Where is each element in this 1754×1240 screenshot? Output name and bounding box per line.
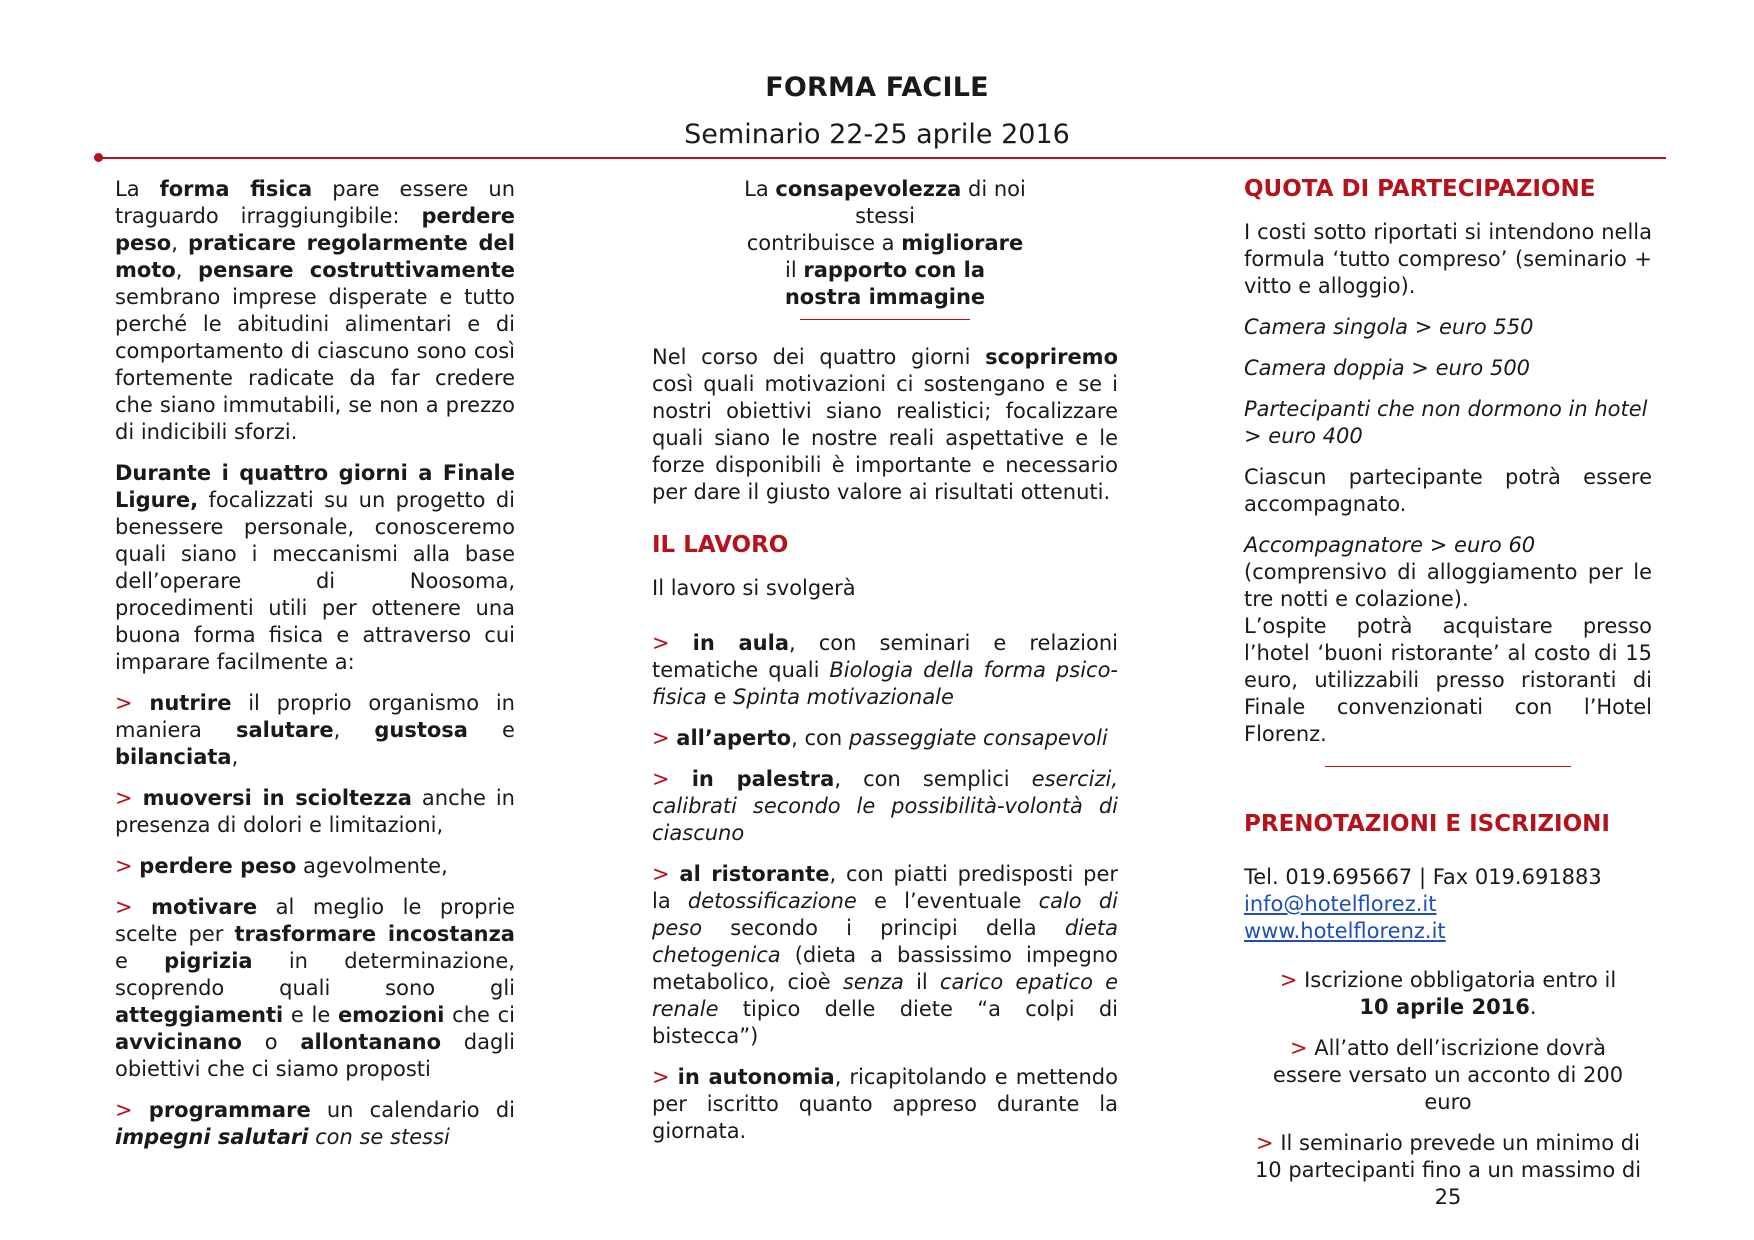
arrow-icon: > xyxy=(1290,1036,1308,1060)
arrow-icon: > xyxy=(652,726,670,750)
voucher-info: L’ospite potrà acquistare presso l’hotel ‘buoni ristorante’ al costo di 15 euro, utilizzabili presso ristoranti di Finale convenzionati con l’Hotel Florenz. xyxy=(1244,614,1652,746)
note-deposit: > All’atto dell’iscrizione dovrà essere versato un acconto di 200 euro xyxy=(1272,1036,1624,1114)
arrow-icon: > xyxy=(1256,1131,1274,1155)
arrow-icon: > xyxy=(115,786,133,810)
price-no-stay: Partecipanti che non dormono in hotel > euro 400 xyxy=(1244,397,1648,448)
work-heading: IL LAVORO xyxy=(652,532,789,558)
arrow-icon: > xyxy=(115,1098,133,1122)
arrow-icon: > xyxy=(652,631,670,655)
goal-item-nutrire: > nutrire il proprio organismo in maniera salutare, gustosa e bilanciata, xyxy=(115,691,515,769)
header-divider xyxy=(98,157,1666,159)
companion-note: Ciascun partecipante potrà essere accompagnato. xyxy=(1244,465,1652,516)
booking-heading: PRENOTAZIONI E ISCRIZIONI xyxy=(1244,811,1610,837)
arrow-icon: > xyxy=(115,895,133,919)
fee-heading: QUOTA DI PARTECIPAZIONE xyxy=(1244,176,1596,202)
website-link[interactable]: www.hotelflorenz.it xyxy=(1244,919,1446,943)
document-subtitle: Seminario 22-25 aprile 2016 xyxy=(684,119,1070,150)
phone-fax: Tel. 019.695667 | Fax 019.691883 xyxy=(1244,865,1602,889)
companion-block xyxy=(1244,532,1652,748)
note-deadline: > Iscrizione obbligatoria entro il 10 aprile 2016. xyxy=(1279,968,1617,1019)
work-item-palestra: > in palestra, con semplici esercizi, calibrati secondo le possibilità-volontà di ciascuno xyxy=(652,767,1118,845)
arrow-icon: > xyxy=(652,862,670,886)
price-double: Camera doppia > euro 500 xyxy=(1244,356,1531,380)
discovery-paragraph: Nel corso dei quattro giorni scopriremo così quali motivazioni ci sostengano e se i nostri obiettivi siano realistici; focalizzare quali siano le nostre reali aspettative e le forze disponibili è importante e necessario per dare il giusto valore ai risultati ottenuti. xyxy=(652,345,1118,504)
work-item-ristorante: > al ristorante, con piatti predisposti per la detossificazione e l’eventuale calo di peso secondo i principi della dieta chetogenica (dieta a bassissimo impegno metabolico, cioè senza il carico epatico e renale tipico delle diete “a colpi di bistecca”) xyxy=(652,862,1118,1048)
note-participants: > Il seminario prevede un minimo di 10 partecipanti fino a un massimo di 25 xyxy=(1254,1131,1642,1209)
work-intro: Il lavoro si svolgerà xyxy=(652,576,856,600)
arrow-icon: > xyxy=(115,854,133,878)
column-work xyxy=(652,176,1118,1159)
goal-item-programmare: > programmare un calendario di impegni salutari con se stessi xyxy=(115,1098,515,1149)
column-intro xyxy=(115,176,515,1165)
email-link[interactable]: info@hotelflorez.it xyxy=(1244,892,1437,916)
arrow-icon: > xyxy=(1279,968,1298,992)
arrow-icon: > xyxy=(652,767,670,791)
arrow-icon: > xyxy=(652,1065,670,1089)
companion-desc: (comprensivo di alloggiamento per le tre notti e colazione). xyxy=(1244,560,1652,611)
fee-intro: I costi sotto riportati si intendono nella formula ‘tutto compreso’ (seminario + vitto e alloggio). xyxy=(1244,220,1652,298)
header-divider-dot xyxy=(94,153,103,162)
work-item-aula: > in aula, con seminari e relazioni tematiche quali Biologia della forma psico-fisica e Spinta motivazionale xyxy=(652,631,1118,709)
awareness-quote: La consapevolezza di noi stessi contribuisce a migliorare il rapporto con la nostra immagine xyxy=(744,177,1026,309)
goal-item-muoversi: > muoversi in scioltezza anche in presenza di dolori e limitazioni, xyxy=(115,786,515,837)
goal-item-perdere-peso: > perdere peso agevolmente, xyxy=(115,854,448,878)
quote-divider xyxy=(800,319,970,320)
price-single: Camera singola > euro 550 xyxy=(1244,315,1534,339)
fees-divider xyxy=(1325,766,1571,767)
intro-paragraph: La forma fisica pare essere un traguardo irraggiungibile: perdere peso, praticare regolarmente del moto, pensare costruttivamente sembrano imprese disperate e tutto perché le abitudini alimentari e di comportamento di ciascuno sono così fortemente radicate da far credere che siano immutabili, se non a prezzo di indicibili sforzi. xyxy=(115,177,516,444)
work-item-autonomia: > in autonomia, ricapitolando e mettendo per iscritto quanto appreso durante la giornata. xyxy=(652,1065,1118,1143)
program-paragraph: Durante i quattro giorni a Finale Ligure, focalizzati su un progetto di benessere personale, conosceremo quali siano i meccanismi alla base dell’operare di Noosoma, procedimenti utili per ottenere una buona forma fisica e attraverso cui imparare facilmente a: xyxy=(115,461,515,674)
goal-item-motivare: > motivare al meglio le proprie scelte per trasformare incostanza e pigrizia in determinazione, scoprendo quali sono gli atteggiamenti e le emozioni che ci avvicinano o allontanano dagli obiettivi che ci siamo proposti xyxy=(115,895,516,1081)
column-fees xyxy=(1244,176,1652,1225)
document-title: FORMA FACILE xyxy=(765,72,989,103)
work-item-aperto: > all’aperto, con passeggiate consapevoli xyxy=(652,726,1108,750)
arrow-icon: > xyxy=(115,691,133,715)
companion-price: Accompagnatore > euro 60 xyxy=(1244,533,1536,557)
contact-block xyxy=(1244,864,1652,945)
